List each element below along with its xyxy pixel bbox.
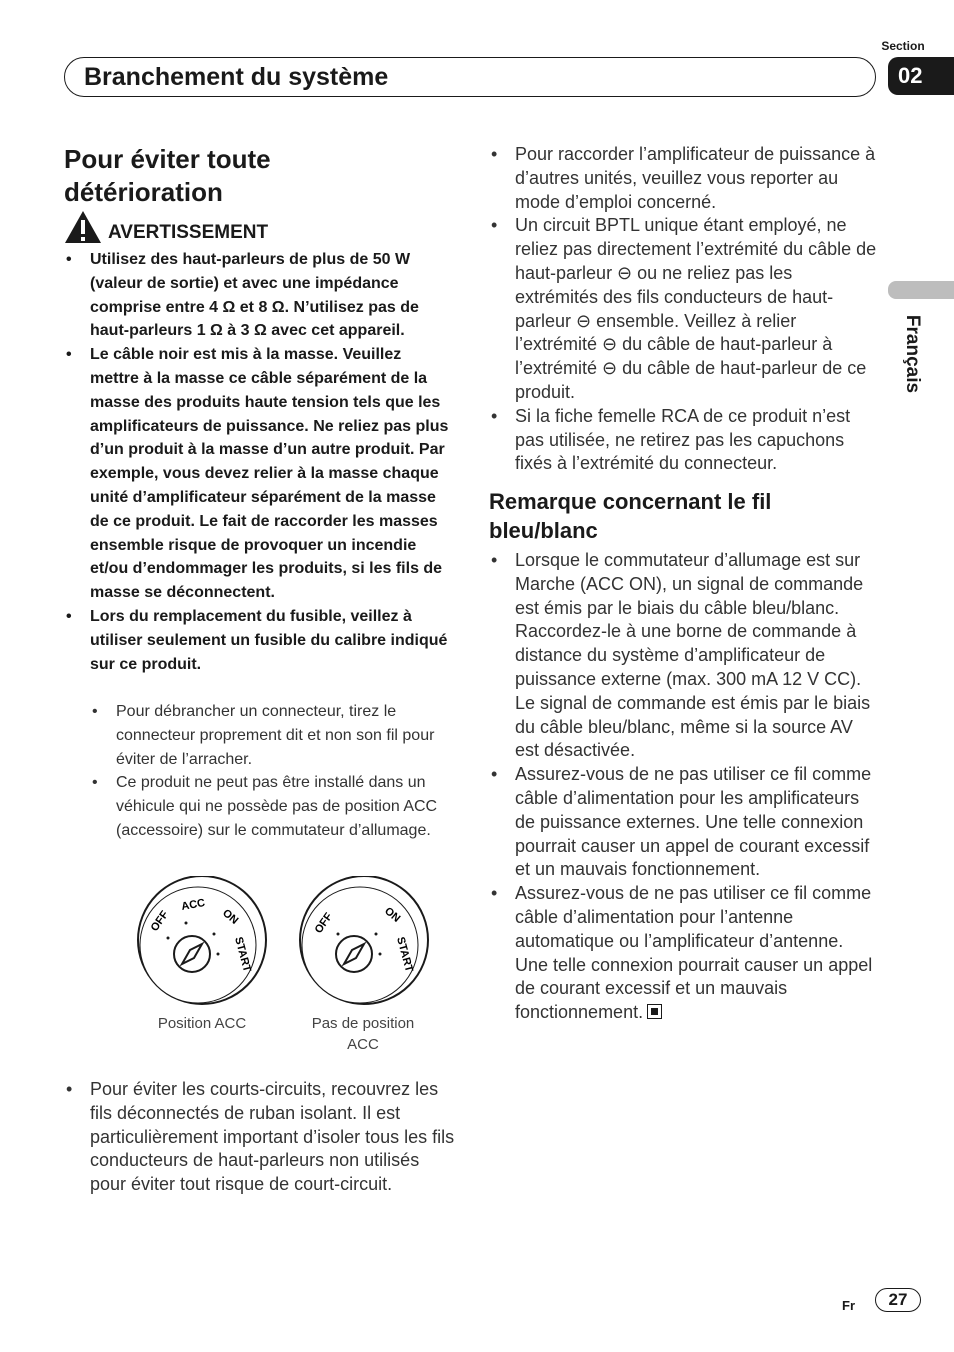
switch-label: OFF [312,910,336,936]
list-item: • Pour débrancher un connecteur, tirez le connecteur proprement dit et non son fil pour éviter de l’arracher. [90,700,454,771]
footer-language-code: Fr [842,1298,855,1313]
bottom-note-list [64,1078,456,1197]
ignition-switch-no-acc [300,876,428,1004]
figure-caption-no-acc: Pas de position ACC [311,1015,415,1053]
switch-label: ACC [180,896,207,913]
list-item: • Utilisez des haut-parleurs de plus de 50 W (valeur de sortie) et avec une impédance comprise entre 4 Ω et 8 Ω. N’utilisez pas de haut-parleurs 1 Ω à 3 Ω avec cet appareil. [64,248,454,343]
section-number-tab: 02 [888,57,954,95]
list-item: • Ce produit ne peut pas être installé dans un véhicule qui ne possède pas de position ACC (accessoire) sur le commutateur d’allumage. [90,771,454,842]
warning-title: AVERTISSEMENT [108,222,269,243]
switch-label: ON [382,905,403,925]
language-tab [888,281,954,299]
switch-label: START [394,935,415,974]
page-number: 27 [875,1288,921,1312]
list-item: • Lors du remplacement du fusible, veillez à utiliser seulement un fusible du calibre indiqué sur ce produit. [64,605,454,676]
list-item: • Un circuit BPTL unique étant employé, ne reliez pas directement l’extrémité du câble de haut-parleur ⊖ ou ne reliez pas les extrémités des fils conducteurs de haut-parleur ⊖ ensemble. Veillez à relier l’extrémité ⊖ du câble de haut-parleur à l’extrémité ⊖ du câble de haut-parleur de ce produit. [489,214,879,404]
end-of-section-icon [647,1004,662,1019]
section-label: Section [881,39,925,53]
list-item: • Assurez-vous de ne pas utiliser ce fil comme câble d’alimentation pour l’antenne automatique ou l’amplificateur d’antenne. Une telle connexion pourrait causer un appel de courant excessif et un mauvais fonctionnement. [489,882,879,1025]
figure-caption-acc: Position ACC [157,1015,247,1032]
list-item: • Pour raccorder l’amplificateur de puissance à d’autres unités, veuillez vous reporter au mode d’emploi concerné. [489,143,879,214]
heading-line: détérioration [64,177,223,207]
warning-triangle-icon [64,210,102,244]
heading-line: Pour éviter toute [64,144,271,174]
list-item: • Pour éviter les courts-circuits, recouvrez les fils déconnectés de ruban isolant. Il est particulièrement important d’isoler tous les fils conducteurs de haut-parleurs non utilisés pour éviter tout risque de court-circuit. [64,1078,456,1197]
list-item: • Lorsque le commutateur d’allumage est sur Marche (ACC ON), un signal de commande est émis par le biais du câble bleu/blanc. Raccordez-le à une borne de commande à distance du système d’amplificateur de puissance externe (max. 300 mA 12 V CC). Le signal de commande est émis par le biais du câble bleu/blanc, même si la source AV est désactivée. [489,549,879,763]
heading-line: bleu/blanc [489,518,598,543]
chapter-title: Branchement du système [84,63,389,91]
sub-note-list [90,700,454,843]
switch-label: START [232,935,253,974]
ignition-switch-figure [130,876,430,1010]
language-label: Français [902,314,923,393]
right-heading [489,487,879,545]
blue-white-note-list [489,549,879,1025]
right-note-list [489,143,879,476]
switch-label: ON [220,907,241,927]
ignition-switch-acc [138,876,266,1004]
list-item: • Assurez-vous de ne pas utiliser ce fil comme câble d’alimentation pour les amplificateurs de puissance externes. Une telle connexion pourrait causer un appel de courant excessif et un mauvais fonctionnement. [489,763,879,882]
left-heading [64,143,454,209]
warning-list [64,248,454,676]
list-item: • Si la fiche femelle RCA de ce produit n’est pas utilisée, ne retirez pas les capuchons fixés à l’extrémité du connecteur. [489,405,879,476]
list-item: • Le câble noir est mis à la masse. Veuillez mettre à la masse ce câble séparément de la masse des produits haute tension tels que les amplificateurs de puissance. Ne reliez pas plus d’un produit à la masse d’un autre produit. Par exemple, vous devez relier à la masse chaque unité d’amplificateur séparément de la masse de ce produit. Le fait de raccorder les masses ensemble risque de provoquer un incendie et/ou d’endommager les produits, si les fils de masse se déconnectent. [64,343,454,605]
heading-line: Remarque concernant le fil [489,489,772,514]
warning-header [64,210,268,244]
switch-label: OFF [148,908,172,934]
